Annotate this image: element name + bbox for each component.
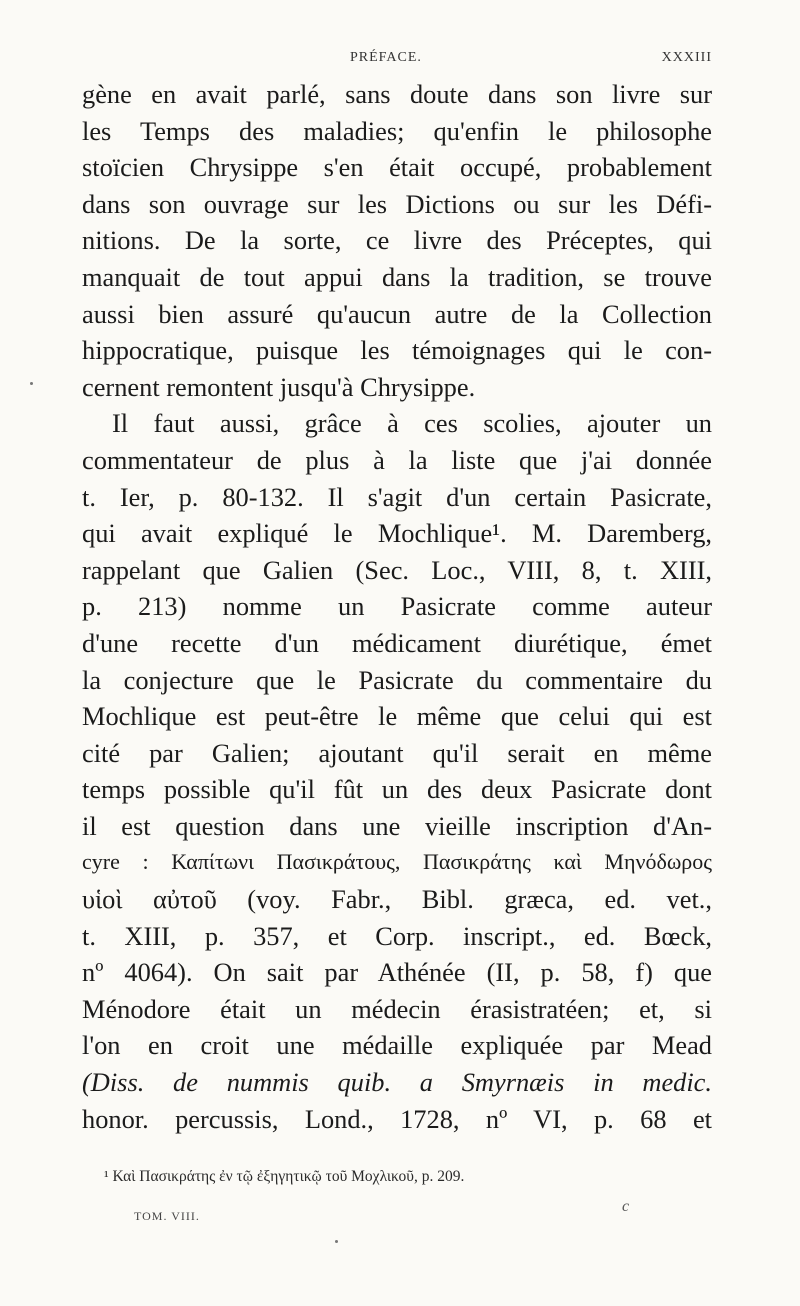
text-line: cité par Galien; ajoutant qu'il serait en même	[82, 737, 712, 768]
text-line: temps possible qu'il fût un des deux Pasicrate dont	[82, 774, 712, 805]
text-line: gène en avait parlé, sans doute dans son livre sur	[82, 79, 712, 109]
text-line: Ménodore était un médecin érasistratéen; et, si	[82, 993, 712, 1024]
printer-signature: TOM. VIII.	[134, 1209, 200, 1223]
paragraph-start-line: Il faut aussi, grâce à ces scolies, ajouter un	[112, 408, 712, 439]
text-line: aussi bien assuré qu'aucun autre de la Collection	[82, 298, 712, 329]
signature-mark: c	[622, 1198, 630, 1215]
text-line: (Diss. de nummis quib. a Smyrnæis in medic.	[82, 1067, 712, 1098]
text-line: qui avait expliqué le Mochlique¹. M. Daremberg,	[82, 518, 712, 549]
page-number: XXXIII	[661, 50, 712, 65]
text-line: nitions. De la sorte, ce livre des Préceptes, qui	[82, 225, 712, 256]
text-line: p. 213) nomme un Pasicrate comme auteur	[82, 591, 712, 622]
text-line: la conjecture que le Pasicrate du commentaire du	[82, 664, 712, 695]
text-line: l'on en croit une médaille expliquée par Mead	[82, 1030, 712, 1061]
text-line: υἱοὶ αὐτοῦ (voy. Fabr., Bibl. græca, ed. vet.,	[82, 884, 712, 915]
paragraph-end-line: cernent remontent jusqu'à Chrysippe.	[82, 371, 476, 402]
text-line: nº 4064). On sait par Athénée (II, p. 58, f) que	[82, 957, 712, 988]
footnote: ¹ Καὶ Πασικράτης ἐν τῷ ἐξηγητικῷ τοῦ Μοχλικοῦ, p. 209.	[104, 1168, 465, 1185]
text-line: commentateur de plus à la liste que j'ai donnée	[82, 444, 712, 475]
paper-speck	[335, 1240, 338, 1243]
text-line: d'une recette d'un médicament diurétique, émet	[82, 627, 712, 658]
text-line: manquait de tout appui dans la tradition, se trouve	[82, 261, 712, 292]
text-line: hippocratique, puisque les témoignages qui le con-	[82, 335, 712, 366]
text-line: honor. percussis, Lond., 1728, nº VI, p. 68 et	[82, 1103, 712, 1134]
text-line: t. XIII, p. 357, et Corp. inscript., ed. Bœck,	[82, 920, 712, 951]
text-line: dans son ouvrage sur les Dictions ou sur les Défi-	[82, 188, 712, 219]
paper-speck	[30, 382, 33, 385]
text-line: t. Ier, p. 80-132. Il s'agit d'un certain Pasicrate,	[82, 481, 712, 512]
text-line: stoïcien Chrysippe s'en était occupé, probablement	[82, 152, 712, 183]
running-header	[82, 50, 712, 70]
text-line: les Temps des maladies; qu'enfin le philosophe	[82, 115, 712, 146]
text-line: Mochlique est peut-être le même que celui qui est	[82, 701, 712, 732]
running-title: PRÉFACE.	[350, 50, 422, 65]
greek-inscription-line: cyre : Καπίτωνι Πασικράτους, Πασικράτης καὶ Μηνόδωρος	[82, 849, 712, 875]
text-line: il est question dans une vieille inscription d'An-	[82, 810, 712, 841]
text-line: rappelant que Galien (Sec. Loc., VIII, 8, t. XIII,	[82, 554, 712, 585]
body-text	[82, 76, 712, 1137]
